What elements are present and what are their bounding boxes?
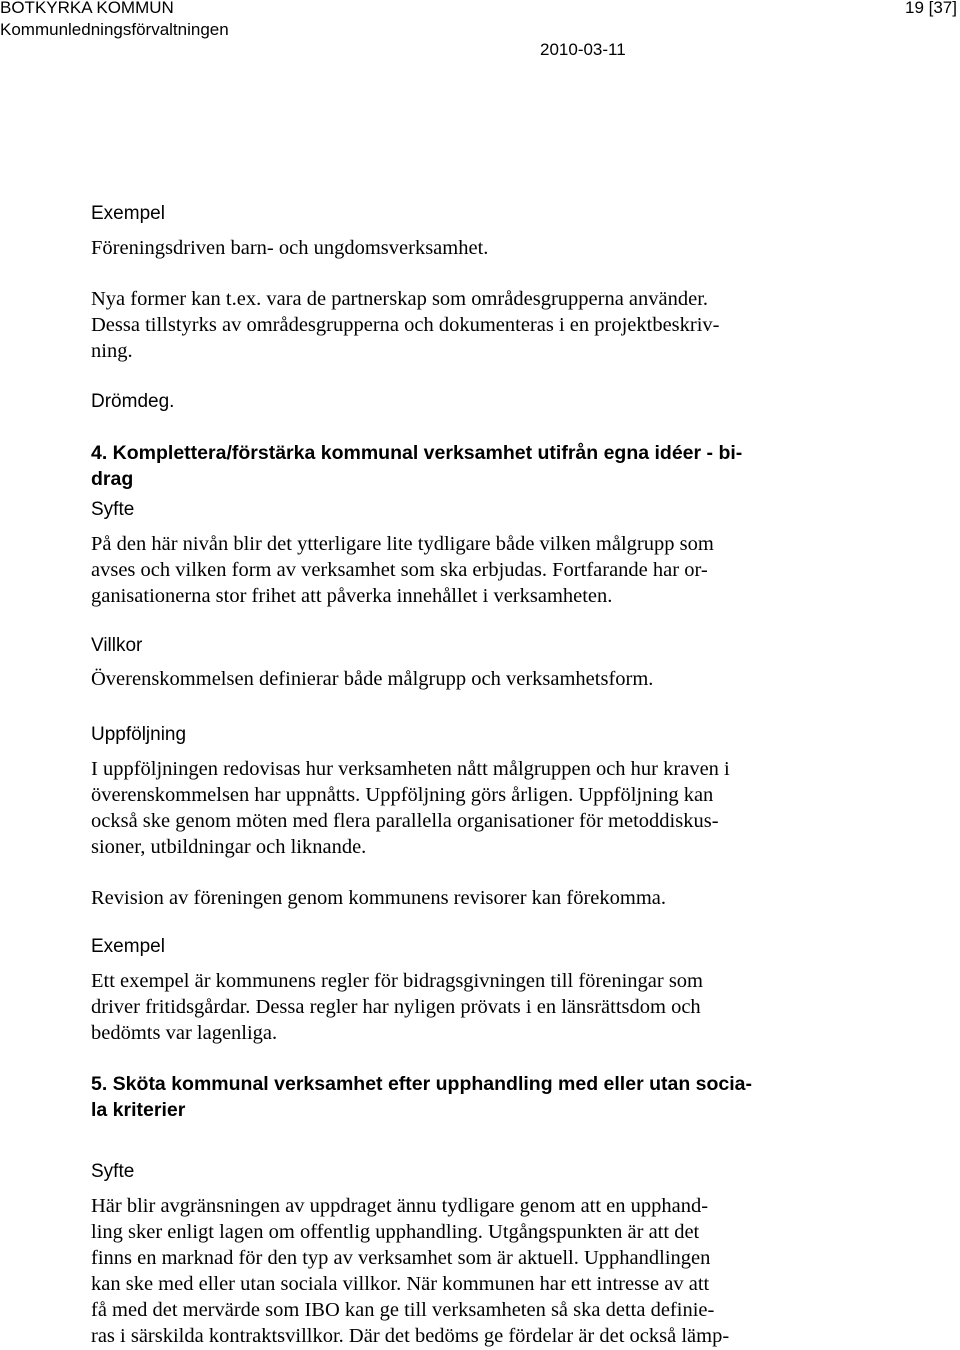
partnership-paragraph xyxy=(91,286,720,364)
text-line: Dessa tillstyrks av områdesgrupperna och dokumenteras i en projektbeskriv- xyxy=(91,314,720,336)
document-date: 2010-03-11 xyxy=(540,40,626,59)
section-4-heading xyxy=(91,440,742,492)
text-line: ras i särskilda kontraktsvillkor. Där det bedöms ge fördelar är det också lämp- xyxy=(91,1325,730,1347)
text-line: ling sker enligt lagen om offentlig upphandling. Utgångspunkten är att det xyxy=(91,1221,700,1243)
text-fragment: Fortfarande har or- xyxy=(547,559,708,581)
heading-line: la kriterier xyxy=(91,1099,186,1121)
section-4-syfte-text xyxy=(91,531,714,609)
text-line: ning. xyxy=(91,340,133,362)
dromdeg-label: Drömdeg. xyxy=(91,391,175,412)
section-4-example-text xyxy=(91,968,703,1046)
text-line xyxy=(91,557,714,583)
text-line: På den här nivån blir det ytterligare lite tydligare både vilken målgrupp som xyxy=(91,533,714,555)
text-line: Nya former kan t.ex. vara de partnerskap som områdesgrupperna använder. xyxy=(91,288,709,310)
heading-line: 4. Komplettera/förstärka kommunal verksamhet utifrån egna idéer - bi- xyxy=(91,442,743,464)
section-5-syfte-text xyxy=(91,1193,729,1349)
section-4-syfte-label: Syfte xyxy=(91,499,135,520)
section-4-villkor-label: Villkor xyxy=(91,635,143,656)
section-5-heading xyxy=(91,1071,752,1123)
text-fragment: avses och vilken form av verksamhet som ska erbjudas. xyxy=(91,559,548,581)
text-line: bedömts var lagenliga. xyxy=(91,1022,278,1044)
text-line: ganisationerna stor frihet att påverka innehållet i verksamheten. xyxy=(91,585,613,607)
heading-line: 5. Sköta kommunal verksamhet efter upphandling med eller utan socia- xyxy=(91,1073,753,1095)
organization-name: BOTKYRKA KOMMUN xyxy=(0,0,174,17)
example-label: Exempel xyxy=(91,203,165,224)
text-line: Överenskommelsen definierar både målgrupp och verksamhetsform. xyxy=(91,668,654,690)
text-line: Revision av föreningen genom kommunens revisorer kan förekomma. xyxy=(91,887,666,909)
text-line: sioner, utbildningar och liknande. xyxy=(91,836,367,858)
text-line: också ske genom möten med flera parallella organisationer för metoddiskus- xyxy=(91,810,719,832)
text-line: Föreningsdriven barn- och ungdomsverksamhet. xyxy=(91,237,489,259)
text-line: I uppföljningen redovisas hur verksamheten nått målgruppen och hur kraven i xyxy=(91,758,730,780)
text-line: överenskommelsen har uppnåtts. Uppföljning görs årligen. Uppföljning kan xyxy=(91,784,714,806)
section-5-syfte-label: Syfte xyxy=(91,1161,135,1182)
text-line: Här blir avgränsningen av uppdraget ännu tydligare genom att en upphand- xyxy=(91,1195,709,1217)
text-line: kan ske med eller utan sociala villkor. När kommunen har ett intresse av att xyxy=(91,1273,710,1295)
text-line: finns en marknad för den typ av verksamhet som är aktuell. Upphandlingen xyxy=(91,1247,711,1269)
section-4-example-label: Exempel xyxy=(91,936,165,957)
example-text xyxy=(91,235,488,261)
department-name: Kommunledningsförvaltningen xyxy=(0,20,229,39)
text-line: Ett exempel är kommunens regler för bidragsgivningen till föreningar som xyxy=(91,970,703,992)
section-4-revision-text xyxy=(91,885,666,911)
section-4-uppfoljning-label: Uppföljning xyxy=(91,724,187,745)
section-4-uppfoljning-text xyxy=(91,756,730,860)
text-line: driver fritidsgårdar. Dessa regler har nyligen prövats i en länsrättsdom och xyxy=(91,996,701,1018)
page-number: 19 [37] xyxy=(905,0,957,17)
text-line: få med det mervärde som IBO kan ge till verksamheten så ska detta definie- xyxy=(91,1299,715,1321)
heading-line: drag xyxy=(91,468,134,490)
section-4-villkor-text xyxy=(91,666,653,692)
